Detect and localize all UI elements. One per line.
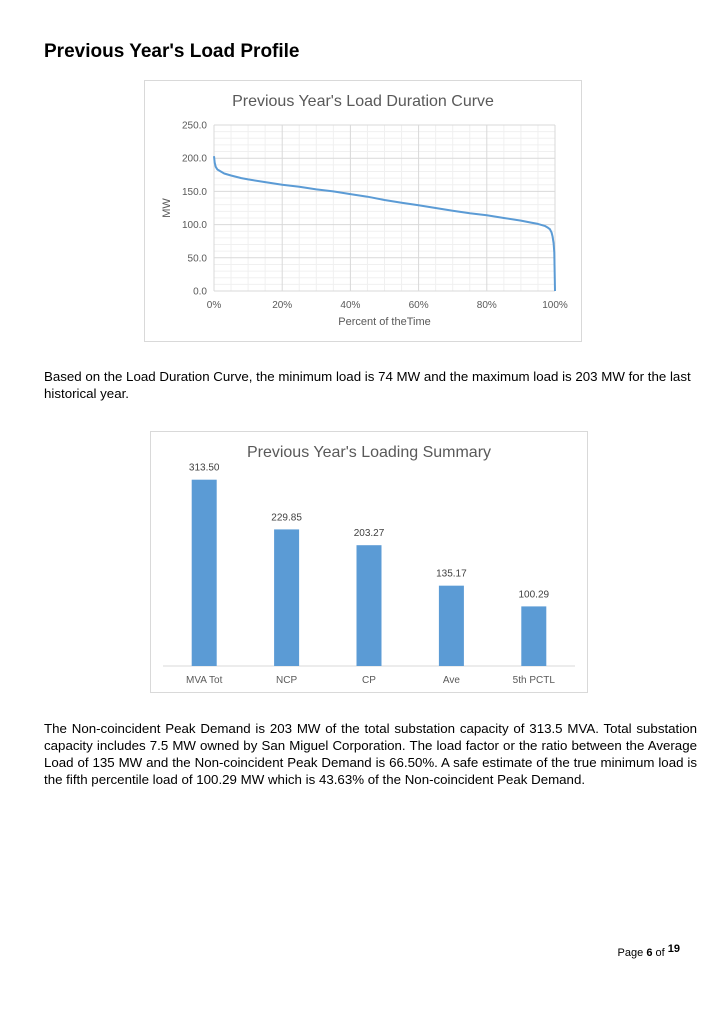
- x-tick-label: 60%: [408, 300, 429, 311]
- category-label: MVA Tot: [186, 675, 223, 686]
- x-axis-title: Percent of theTime: [338, 316, 431, 328]
- y-tick-label: 100.0: [181, 220, 207, 232]
- footer-of-word: of: [655, 947, 665, 959]
- bar-value-label: 100.29: [518, 589, 550, 601]
- y-tick-label: 200.0: [181, 153, 207, 165]
- x-tick-label: 100%: [542, 300, 568, 311]
- load-duration-chart-title: Previous Year's Load Duration Curve: [232, 93, 494, 110]
- loading-summary-chart-svg: [151, 432, 587, 692]
- x-tick-label: 20%: [272, 300, 293, 311]
- footer-current-page: 6: [646, 947, 653, 959]
- x-tick-label: 80%: [476, 300, 497, 311]
- loading-summary-chart: [150, 431, 588, 693]
- bar: [274, 529, 299, 666]
- footer-total-pages: 19: [667, 943, 680, 955]
- paragraph-peak-demand: The Non-coincident Peak Demand is 203 MW of the total substation capacity of 313.5 MVA. Total substation capacity includes 7.5 MW owned by San Miguel Corporation. The load factor or the ratio between the Average Load of 135 MW and the Non-coincident Peak Demand is 66.50%. A safe estimate of the true minimum load is the fifth percentile load of 100.29 MW which is 43.63% of the Non-coincident Peak Demand.: [44, 721, 697, 787]
- bar-value-label: 313.50: [188, 462, 220, 474]
- category-label: Ave: [442, 675, 460, 686]
- bar: [357, 545, 382, 666]
- bar: [521, 606, 546, 666]
- y-axis-title: MW: [161, 198, 173, 218]
- bar-value-label: 135.17: [436, 568, 467, 580]
- page-footer: [617, 943, 680, 959]
- category-label: 5th PCTL: [512, 675, 555, 686]
- page-heading: Previous Year's Load Profile: [44, 41, 300, 62]
- footer-page-word: Page: [617, 947, 644, 959]
- y-tick-label: 250.0: [181, 120, 207, 132]
- x-tick-label: 40%: [340, 300, 361, 311]
- bar-value-label: 203.27: [353, 528, 385, 540]
- loading-summary-chart-title: Previous Year's Loading Summary: [246, 444, 492, 461]
- y-tick-label: 0.0: [193, 286, 207, 298]
- bar: [439, 586, 464, 666]
- x-tick-label: 0%: [206, 300, 222, 311]
- y-tick-label: 150.0: [181, 186, 207, 198]
- bar-value-label: 229.85: [271, 512, 302, 524]
- load-duration-chart: [144, 80, 582, 342]
- load-duration-chart-svg: [145, 81, 581, 341]
- bar: [192, 480, 217, 666]
- paragraph-load-duration-summary: Based on the Load Duration Curve, the minimum load is 74 MW and the maximum load is 203 MW for the last historical year.: [44, 369, 691, 401]
- category-label: CP: [362, 675, 376, 686]
- y-tick-label: 50.0: [187, 253, 207, 265]
- category-label: NCP: [276, 675, 298, 686]
